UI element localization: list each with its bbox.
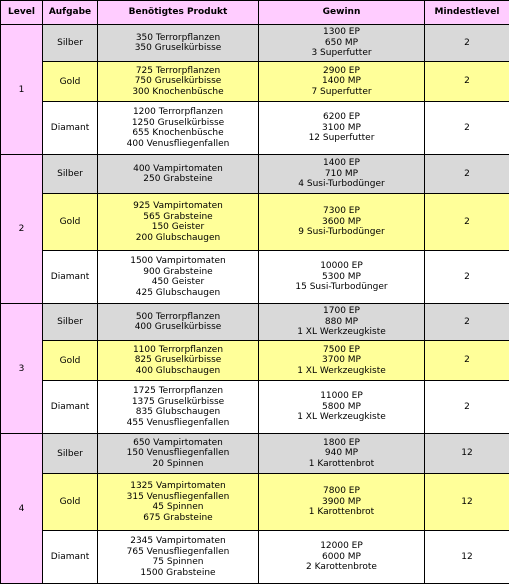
required-products	[98, 102, 259, 155]
reward-line: 1400 EP	[259, 158, 424, 169]
required-products	[98, 62, 259, 102]
header-produkt: Benötigtes Produkt	[98, 1, 259, 25]
product-line: 250 Grabsteine	[98, 174, 258, 185]
product-line: 315 Venusfliegenfallen	[98, 492, 258, 503]
reward-line: 2 Karottenbrote	[259, 562, 424, 573]
reward-line: 3 Superfutter	[259, 48, 424, 59]
required-products	[98, 531, 259, 584]
rewards	[259, 25, 425, 62]
rewards	[259, 251, 425, 304]
header-row	[1, 1, 509, 25]
required-products	[98, 25, 259, 62]
reward-line: 2900 EP	[259, 66, 424, 77]
rewards	[259, 304, 425, 341]
product-line: 1500 Vampirtomaten	[98, 256, 258, 267]
task-tier: Silber	[43, 25, 98, 62]
level-number: 1	[1, 25, 43, 155]
quest-row	[1, 194, 509, 251]
product-line: 150 Geister	[98, 222, 258, 233]
product-line: 1100 Terrorpflanzen	[98, 345, 258, 356]
quest-row	[1, 102, 509, 155]
quest-row	[1, 341, 509, 381]
reward-line: 12 Superfutter	[259, 133, 424, 144]
reward-line: 7800 EP	[259, 486, 424, 497]
reward-line: 7500 EP	[259, 345, 424, 356]
min-level: 12	[425, 474, 509, 531]
product-line: 835 Glubschaugen	[98, 407, 258, 418]
reward-line: 10000 EP	[259, 261, 424, 272]
reward-line: 5300 MP	[259, 272, 424, 283]
task-tier: Gold	[43, 194, 98, 251]
reward-line: 5800 MP	[259, 402, 424, 413]
reward-line: 650 MP	[259, 38, 424, 49]
reward-line: 1 Karottenbrot	[259, 459, 424, 470]
required-products	[98, 155, 259, 194]
task-tier: Diamant	[43, 531, 98, 584]
required-products	[98, 474, 259, 531]
min-level: 2	[425, 155, 509, 194]
min-level: 2	[425, 194, 509, 251]
product-line: 1375 Gruselkürbisse	[98, 397, 258, 408]
product-line: 725 Terrorpflanzen	[98, 66, 258, 77]
product-line: 75 Spinnen	[98, 557, 258, 568]
product-line: 2345 Vampirtomaten	[98, 536, 258, 547]
rewards	[259, 434, 425, 474]
product-line: 1500 Grabsteine	[98, 568, 258, 579]
product-line: 750 Gruselkürbisse	[98, 76, 258, 87]
required-products	[98, 341, 259, 381]
reward-line: 4 Susi-Turbodünger	[259, 179, 424, 190]
quest-row	[1, 434, 509, 474]
task-tier: Gold	[43, 62, 98, 102]
product-line: 900 Grabsteine	[98, 267, 258, 278]
min-level: 2	[425, 102, 509, 155]
reward-line: 3600 MP	[259, 217, 424, 228]
task-tier: Gold	[43, 341, 98, 381]
product-line: 675 Grabsteine	[98, 513, 258, 524]
product-line: 500 Terrorpflanzen	[98, 312, 258, 323]
reward-line: 3900 MP	[259, 497, 424, 508]
task-tier: Silber	[43, 434, 98, 474]
min-level: 2	[425, 304, 509, 341]
quest-row	[1, 304, 509, 341]
level-number: 4	[1, 434, 43, 584]
quest-row	[1, 531, 509, 584]
product-line: 565 Grabsteine	[98, 212, 258, 223]
reward-line: 9 Susi-Turbodünger	[259, 227, 424, 238]
min-level: 2	[425, 341, 509, 381]
rewards	[259, 474, 425, 531]
product-line: 1325 Vampirtomaten	[98, 481, 258, 492]
quest-row	[1, 25, 509, 62]
header-level: Level	[1, 1, 43, 25]
level-number: 2	[1, 155, 43, 304]
reward-line: 7300 EP	[259, 206, 424, 217]
header-aufgabe: Aufgabe	[43, 1, 98, 25]
product-line: 350 Terrorpflanzen	[98, 33, 258, 44]
required-products	[98, 304, 259, 341]
reward-line: 3100 MP	[259, 123, 424, 134]
product-line: 1725 Terrorpflanzen	[98, 386, 258, 397]
level-number: 3	[1, 304, 43, 434]
quest-row	[1, 381, 509, 434]
required-products	[98, 194, 259, 251]
min-level: 2	[425, 381, 509, 434]
product-line: 650 Vampirtomaten	[98, 438, 258, 449]
reward-line: 7 Superfutter	[259, 87, 424, 98]
min-level: 2	[425, 251, 509, 304]
reward-line: 6000 MP	[259, 552, 424, 563]
reward-line: 15 Susi-Turbodünger	[259, 282, 424, 293]
task-tier: Diamant	[43, 251, 98, 304]
rewards	[259, 62, 425, 102]
product-line: 150 Venusfliegenfallen	[98, 448, 258, 459]
min-level: 12	[425, 531, 509, 584]
reward-line: 1400 MP	[259, 76, 424, 87]
task-tier: Diamant	[43, 381, 98, 434]
reward-line: 940 MP	[259, 448, 424, 459]
product-line: 45 Spinnen	[98, 502, 258, 513]
product-line: 765 Venusfliegenfallen	[98, 547, 258, 558]
required-products	[98, 434, 259, 474]
product-line: 1200 Terrorpflanzen	[98, 107, 258, 118]
product-line: 455 Venusfliegenfallen	[98, 418, 258, 429]
reward-line: 880 MP	[259, 317, 424, 328]
rewards	[259, 381, 425, 434]
reward-line: 710 MP	[259, 169, 424, 180]
product-line: 20 Spinnen	[98, 459, 258, 470]
min-level: 2	[425, 62, 509, 102]
required-products	[98, 251, 259, 304]
reward-line: 1 XL Werkzeugkiste	[259, 412, 424, 423]
reward-line: 1 XL Werkzeugkiste	[259, 327, 424, 338]
reward-line: 1 XL Werkzeugkiste	[259, 366, 424, 377]
reward-line: 1700 EP	[259, 306, 424, 317]
reward-line: 12000 EP	[259, 541, 424, 552]
task-tier: Silber	[43, 155, 98, 194]
quest-row	[1, 474, 509, 531]
header-gewinn: Gewinn	[259, 1, 425, 25]
product-line: 655 Knochenbüsche	[98, 128, 258, 139]
required-products	[98, 381, 259, 434]
product-line: 400 Glubschaugen	[98, 366, 258, 377]
reward-line: 11000 EP	[259, 391, 424, 402]
product-line: 350 Gruselkürbisse	[98, 43, 258, 54]
header-mindestlevel: Mindestlevel	[425, 1, 509, 25]
rewards	[259, 531, 425, 584]
rewards	[259, 341, 425, 381]
quest-row	[1, 155, 509, 194]
rewards	[259, 102, 425, 155]
quest-row	[1, 251, 509, 304]
min-level: 12	[425, 434, 509, 474]
task-tier: Gold	[43, 474, 98, 531]
product-line: 425 Glubschaugen	[98, 288, 258, 299]
quest-row	[1, 62, 509, 102]
min-level: 2	[425, 25, 509, 62]
reward-line: 1300 EP	[259, 27, 424, 38]
reward-line: 1800 EP	[259, 438, 424, 449]
product-line: 300 Knochenbüsche	[98, 87, 258, 98]
rewards	[259, 194, 425, 251]
product-line: 200 Glubschaugen	[98, 233, 258, 244]
product-line: 400 Gruselkürbisse	[98, 322, 258, 333]
reward-line: 1 Karottenbrot	[259, 507, 424, 518]
rewards	[259, 155, 425, 194]
reward-line: 3700 MP	[259, 355, 424, 366]
product-line: 400 Vampirtomaten	[98, 164, 258, 175]
product-line: 925 Vampirtomaten	[98, 201, 258, 212]
quest-body	[1, 25, 509, 584]
product-line: 825 Gruselkürbisse	[98, 355, 258, 366]
reward-line: 6200 EP	[259, 112, 424, 123]
product-line: 400 Venusfliegenfallen	[98, 139, 258, 150]
product-line: 450 Geister	[98, 277, 258, 288]
product-line: 1250 Gruselkürbisse	[98, 118, 258, 129]
task-tier: Diamant	[43, 102, 98, 155]
task-tier: Silber	[43, 304, 98, 341]
